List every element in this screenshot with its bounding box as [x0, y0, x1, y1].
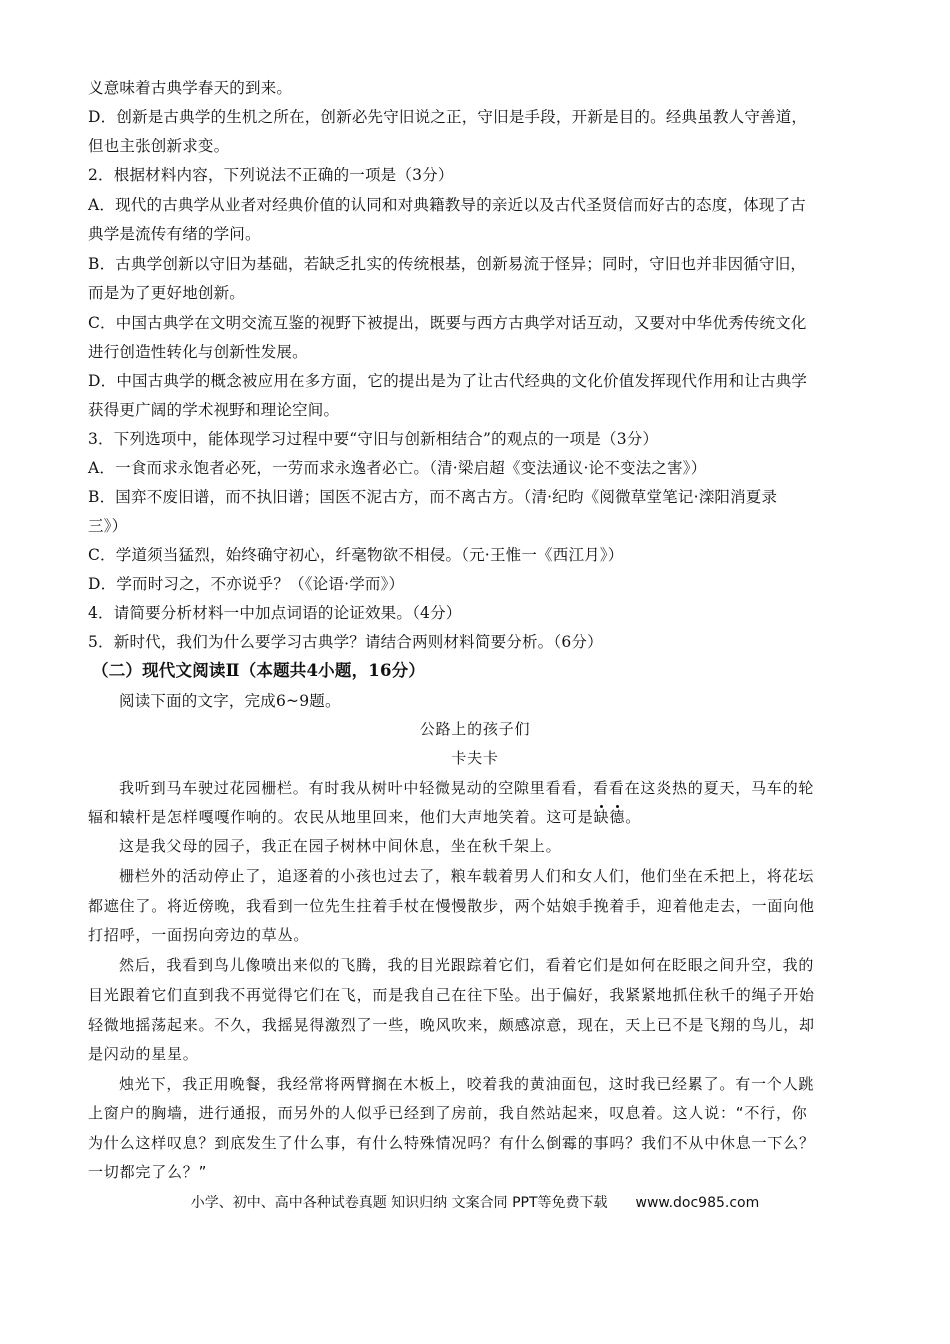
- story-line: 是闪动的星星。: [88, 1045, 199, 1063]
- page-footer: [0, 1192, 950, 1212]
- text-span: 。: [625, 808, 642, 826]
- option-c: C．学道须当猛烈，始终确守初心，纤毫物欲不相侵。（元·王惟一《西江月》）: [88, 546, 624, 564]
- option-d: D．中国古典学的概念被应用在多方面，它的提出是为了让古代经典的文化价值发挥现代作用和让古典学: [88, 372, 808, 390]
- story-line: 打招呼，一面拐向旁边的草丛。: [88, 926, 310, 944]
- story-line: 目光跟着它们直到我不再觉得它们在飞，而是我自己在往下坠。出于偏好，我紧紧地抓住秋千的绳子开始: [88, 986, 815, 1004]
- option-a: A．现代的古典学从业者对经典价值的认同和对典籍教导的亲近以及古代圣贤信而好古的态度，体现了古: [88, 196, 806, 214]
- story-line: 为什么这样叹息？到底发生了什么事，有什么特殊情况吗？有什么倒霉的事吗？我们不从中休息一下么？: [88, 1134, 815, 1152]
- story-line: 一切都完了么？”: [88, 1163, 208, 1181]
- story-line: 都遮住了。将近傍晚，我看到一位先生拄着手杖在慢慢散步，两个姑娘手挽着手，迎着他走去，一面向他: [88, 897, 815, 915]
- section-heading: （二）现代文阅读Ⅱ（本题共4小题，16分）: [92, 661, 426, 680]
- text-line: 进行创造性转化与创新性发展。: [88, 343, 308, 361]
- story-author: 卡夫卡: [451, 749, 499, 767]
- option-b: B．国弈不废旧谱，而不执旧谱；国医不泥古方，而不离古方。（清·纪昀《阅微草堂笔记·滦阳消夏录: [88, 488, 778, 506]
- footer-text: 小学、初中、高中各种试卷真题 知识归纳 文案合同 PPT等免费下载: [190, 1195, 608, 1211]
- story-paragraph: 然后，我看到鸟儿像喷出来似的飞腾，我的目光跟踪着它们，看着它们是如何在眨眼之间升空，我的: [119, 956, 815, 974]
- text-line: 义意味着古典学春天的到来。: [88, 79, 293, 97]
- story-paragraph: 这是我父母的园子，我正在园子树林中间休息，坐在秋千架上。: [119, 837, 562, 855]
- story-line: 轻微地摇荡起来。不久，我摇晃得激烈了一些，晚风吹来，颇感凉意，现在，天上已不是飞翔的鸟儿，却: [88, 1016, 815, 1034]
- story-line: 上窗户的胸墙，进行通报，而另外的人似乎已经到了房前，我自然站起来，叹息着。这人说：“不行，你: [88, 1104, 808, 1122]
- text-line: 三》）: [88, 517, 128, 535]
- emphasis-char: 缺: [593, 808, 610, 826]
- question-2: 2．根据材料内容，下列说法不正确的一项是（3分）: [88, 166, 454, 184]
- story-line: [88, 807, 862, 827]
- footer-url[interactable]: www.doc985.com: [635, 1195, 760, 1211]
- option-b: B．古典学创新以守旧为基础，若缺乏扎实的传统根基，创新易流于怪异；同时，守旧也并非因循守旧，: [88, 255, 807, 273]
- question-4: 4．请简要分析材料一中加点词语的论证效果。（4分）: [88, 604, 462, 622]
- option-c: C．中国古典学在文明交流互鉴的视野下被提出，既要与西方古典学对话互动，又要对中华优秀传统文化: [88, 314, 807, 332]
- instruction: 阅读下面的文字，完成6~9题。: [119, 692, 341, 710]
- emphasis-char: 德: [609, 808, 626, 826]
- question-3: 3．下列选项中，能体现学习过程中要“守旧与创新相结合”的观点的一项是（3分）: [88, 430, 659, 448]
- story-paragraph: 我听到马车驶过花园栅栏。有时我从树叶中轻微晃动的空隙里看看，看看在这炎热的夏天，马车的轮: [119, 779, 815, 797]
- option-d: D．创新是古典学的生机之所在，创新必先守旧说之正，守旧是手段，开新是目的。经典虽教人守善道，: [88, 108, 808, 126]
- text-line: 而是为了更好地创新。: [88, 284, 246, 302]
- story-title: 公路上的孩子们: [419, 720, 531, 738]
- text-line: 但也主张创新求变。: [88, 137, 230, 155]
- story-paragraph: 栅栏外的活动停止了，追逐着的小孩也过去了，粮车载着男人们和女人们，他们坐在禾把上，将花坛: [119, 867, 815, 885]
- question-5: 5．新时代，我们为什么要学习古典学？请结合两则材料简要分析。（6分）: [88, 633, 603, 651]
- story-paragraph: 烛光下，我正用晚餐，我经常将两臂搁在木板上，咬着我的黄油面包，这时我已经累了。有一个人跳: [119, 1075, 815, 1093]
- text-line: 获得更广阔的学术视野和理论空间。: [88, 401, 340, 419]
- option-a: A．一食而求永饱者必死，一劳而求永逸者必亡。（清·梁启超《变法通议·论不变法之害》）: [88, 459, 707, 477]
- text-line: 典学是流传有绪的学问。: [88, 225, 261, 243]
- option-d: D．学而时习之，不亦说乎？（《论语·学而》）: [88, 575, 405, 593]
- text-span: 辐和辕杆是怎样嘎嘎作响的。农民从地里回来，他们大声地笑着。这可是: [88, 808, 594, 826]
